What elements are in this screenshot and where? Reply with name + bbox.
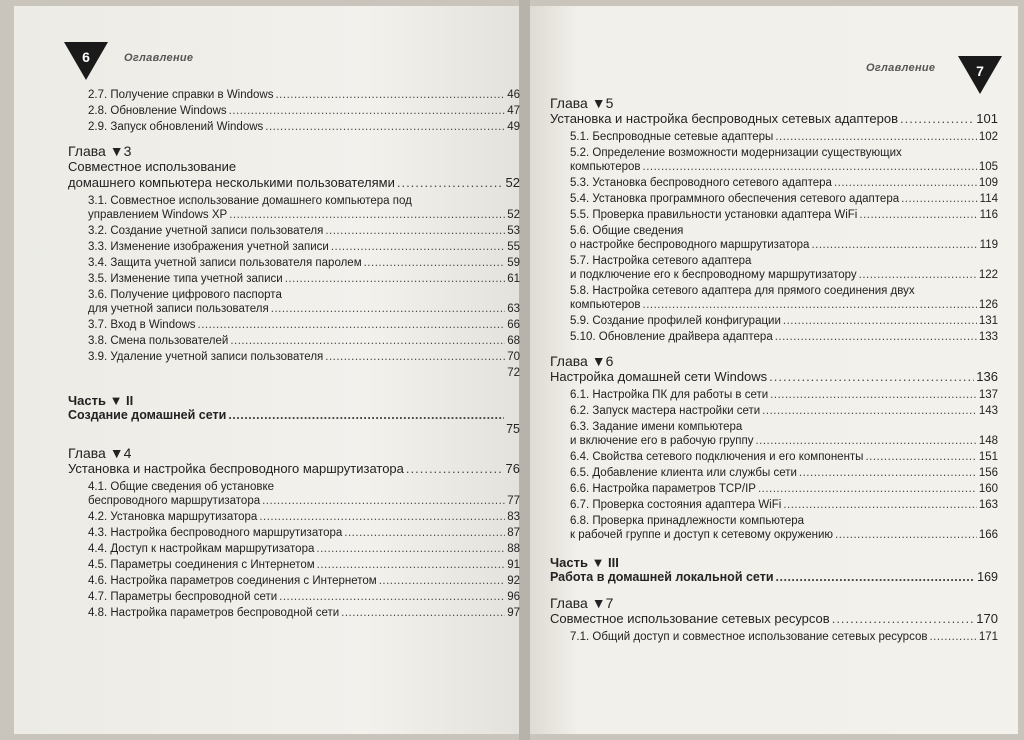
toc-entry: 4.2. Установка маршрутизатора ..... 83 <box>88 510 520 524</box>
toc-entry: 5.3. Установка беспроводного сетевого адаптера ..... 109 <box>570 176 998 190</box>
part-title: Работа в домашней локальной сети ..... 169 <box>550 570 998 584</box>
toc-entry: 3.7. Вход в Windows ..... 66 <box>88 318 520 332</box>
toc-right <box>550 96 998 646</box>
chapter-title: Совместное использование сетевых ресурсов ..... 170 <box>550 611 998 627</box>
toc-entry: 6.4. Свойства сетевого подключения и его компоненты ..... 151 <box>570 450 998 464</box>
part-label: Часть ▼ II <box>68 393 134 408</box>
part-label: Часть ▼ III <box>550 555 619 570</box>
toc-entry: 5.5. Проверка правильности установки адаптера WiFi ..... 116 <box>570 208 998 222</box>
toc-entry: 6.8. Проверка принадлежности компьютера к рабочей группе и доступ к сетевому окружению ..... 166 <box>570 514 998 542</box>
running-title: Оглавление <box>866 62 936 74</box>
toc-entry: 5.1. Беспроводные сетевые адаптеры ..... 102 <box>570 130 998 144</box>
toc-entry: 6.3. Задание имени компьютера и включение его в рабочую группу ..... 148 <box>570 420 998 448</box>
toc-left <box>68 88 520 622</box>
chapter-entries <box>550 388 998 542</box>
page-number: 7 <box>976 63 984 79</box>
chapter-label: Глава ▼6 <box>550 353 614 369</box>
toc-entry: 7.1. Общий доступ и совместное использование сетевых ресурсов ..... 171 <box>570 630 998 644</box>
chapter-label: Глава ▼4 <box>68 445 132 461</box>
part-title: Создание домашней сети ..... 75 <box>68 408 520 436</box>
toc-entry: 4.3. Настройка беспроводного маршрутизатора ..... 87 <box>88 526 520 540</box>
page-number: 6 <box>82 49 90 65</box>
book-gutter <box>519 0 530 740</box>
chapter-entries <box>550 130 998 344</box>
toc-entry: 6.7. Проверка состояния адаптера WiFi ..... 163 <box>570 498 998 512</box>
toc-entry: 5.8. Настройка сетевого адаптера для прямого соединения двух компьютеров ..... 126 <box>570 284 998 312</box>
toc-entry: 3.8. Смена пользователей ..... 68 <box>88 334 520 348</box>
toc-entry: 5.2. Определение возможности модернизации существующих компьютеров ..... 105 <box>570 146 998 174</box>
toc-entry: 3.5. Изменение типа учетной записи ..... 61 <box>88 272 520 286</box>
toc-entry: 3.6. Получение цифрового паспорта для учетной записи пользователя ..... 63 <box>88 288 520 316</box>
running-title: Оглавление <box>124 52 194 64</box>
chapter-entries <box>68 480 520 620</box>
toc-entry: 3.3. Изменение изображения учетной записи ..... 55 <box>88 240 520 254</box>
toc-entry: 3.4. Защита учетной записи пользователя паролем ..... 59 <box>88 256 520 270</box>
toc-entry: 5.9. Создание профилей конфигурации ..... 131 <box>570 314 998 328</box>
toc-entry: 4.4. Доступ к настройкам маршрутизатора ..... 88 <box>88 542 520 556</box>
toc-entry: 2.9. Запуск обновлений Windows ..... 49 <box>88 120 520 134</box>
chapter-label: Глава ▼7 <box>550 595 614 611</box>
toc-entry: 4.6. Настройка параметров соединения с Интернетом ..... 92 <box>88 574 520 588</box>
toc-entry: 6.2. Запуск мастера настройки сети ..... 143 <box>570 404 998 418</box>
toc-entry: 3.2. Создание учетной записи пользователя ..... 53 <box>88 224 520 238</box>
toc-entry: 3.1. Совместное использование домашнего компьютера под управлением Windows XP ..... 52 <box>88 194 520 222</box>
toc-entry: 4.1. Общие сведения об установке беспроводного маршрутизатора ..... 77 <box>88 480 520 508</box>
toc-entry: 6.1. Настройка ПК для работы в сети ..... 137 <box>570 388 998 402</box>
chapter-entries <box>68 194 520 380</box>
toc-entry: 5.7. Настройка сетевого адаптера и подключение его к беспроводному маршрутизатору ..... 122 <box>570 254 998 282</box>
toc-entry: 6.6. Настройка параметров TCP/IP ..... 160 <box>570 482 998 496</box>
chapter-entries <box>550 630 998 644</box>
chapter-title: Установка и настройка беспроводных сетевых адаптеров ..... 101 <box>550 111 998 127</box>
toc-entry: 5.6. Общие сведения о настройке беспроводного маршрутизатора ..... 119 <box>570 224 998 252</box>
page-number-badge-right <box>958 56 1002 96</box>
toc-entry: 4.8. Настройка параметров беспроводной сети ..... 97 <box>88 606 520 620</box>
toc-entry: 4.5. Параметры соединения с Интернетом ..... 91 <box>88 558 520 572</box>
toc-entry: 5.4. Установка программного обеспечения сетевого адаптера ..... 114 <box>570 192 998 206</box>
toc-entry: 4.7. Параметры беспроводной сети ..... 96 <box>88 590 520 604</box>
chapter-title: Настройка домашней сети Windows ..... 136 <box>550 369 998 385</box>
chapter-label: Глава ▼5 <box>550 95 614 111</box>
toc-entry: 2.7. Получение справки в Windows ..... 46 <box>88 88 520 102</box>
page-number-badge-left <box>64 42 108 82</box>
toc-entry: 3.9. Удаление учетной записи пользователя ..... 70 <box>88 350 520 364</box>
chapter-title: Совместное использование домашнего компьютера несколькими пользователями ..... 52 <box>68 159 520 191</box>
toc-entry: 2.8. Обновление Windows ..... 47 <box>88 104 520 118</box>
toc-entry: 6.5. Добавление клиента или службы сети ..... 156 <box>570 466 998 480</box>
chapter-title: Установка и настройка беспроводного маршрутизатора ..... 76 <box>68 461 520 477</box>
toc-entry: 72 <box>507 367 520 379</box>
toc-entry: 5.10. Обновление драйвера адаптера ..... 133 <box>570 330 998 344</box>
chapter-label: Глава ▼3 <box>68 143 132 159</box>
continued-entries <box>68 88 520 134</box>
